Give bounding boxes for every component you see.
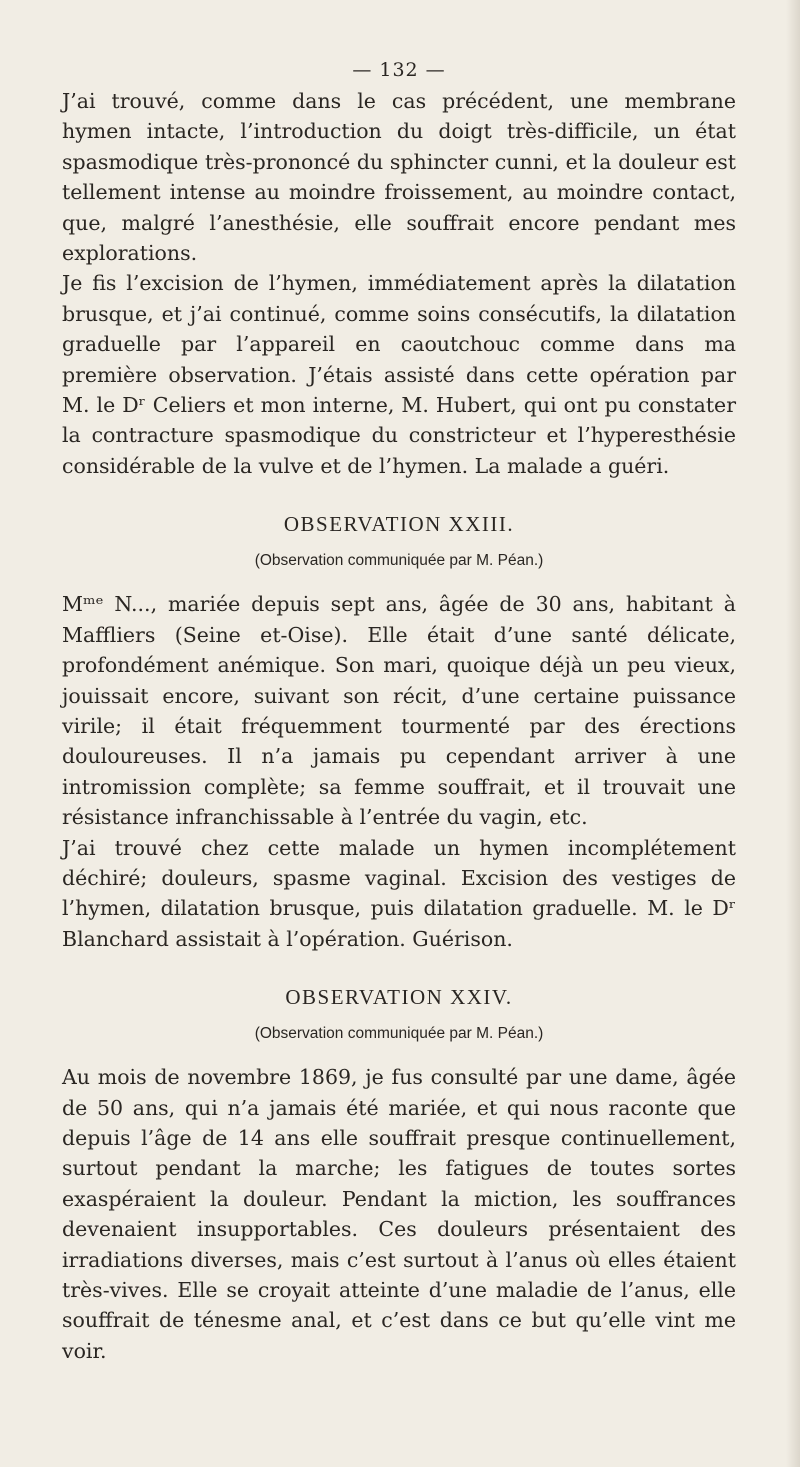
page-edge-shadow (786, 0, 800, 1467)
observation-24-source: (Observation communiquée par M. Péan.) (254, 1025, 544, 1043)
observation-24-paragraph-1: Au mois de novembre 1869, je fus consulté par une dame, âgée de 50 ans, qui n’a jamais été mariée, et qui nous raconte que depuis l’âge de 14 ans elle souffrait presque continuellement, surtout pendant la marche; les fatigues de toutes sortes exaspéraient la douleur. Pendant la miction, les souffrances devenaient insupportables. Ces douleurs présentaient des irradiations diverses, mais c’est surtout à l’anus où elles étaient très-vives. Elle se croyait atteinte d’une maladie de l’anus, elle souffrait de ténesme anal, et c’est dans ce but qu’elle vint me voir. (62, 1065, 736, 1363)
observation-23-source: (Observation communiquée par M. Péan.) (254, 552, 544, 570)
page-number: — 132 — (352, 59, 446, 81)
paragraph-intro-1: J’ai trouvé, comme dans le cas précédent, une membrane hymen intacte, l’introduction du doigt très-difficile, un état spasmodique très-prononcé du sphincter cunni, et la douleur est tellement intense au moindre froissement, au moindre contact, que, malgré l’anesthésie, elle souffrait encore pendant mes explorations. (62, 89, 736, 266)
paragraph-intro-2: Je fis l’excision de l’hymen, immédiatement après la dilatation brusque, et j’ai continué, comme soins consécutifs, la dilatation graduelle par l’appareil en caoutchouc comme dans ma première observation. J’étais assisté dans cette opération par M. le Dʳ Celiers et mon interne, M. Hubert, qui ont pu constater la contracture spasmodique du constricteur et l’hyperesthésie considérable de la vulve et de l’hymen. La malade a guéri. (62, 271, 736, 478)
observation-23-heading: OBSERVATION XXIII. (283, 512, 515, 537)
observation-23-paragraph-2: J’ai trouvé chez cette malade un hymen incomplétement déchiré; douleurs, spasme vaginal. Excision des vestiges de l’hymen, dilatation brusque, puis dilatation graduelle. M. le Dʳ Blanchard assistait à l’opération. Guérison. (62, 835, 736, 951)
book-page (62, 58, 736, 1366)
observation-23-paragraph-1: Mᵐᵉ N..., mariée depuis sept ans, âgée de 30 ans, habitant à Maffliers (Seine et-Oise). Elle était d’une santé délicate, profondément anémique. Son mari, quoique déjà un peu vieux, jouissait encore, suivant son récit, d’une certaine puissance virile; il était fréquemment tourmenté par des érections douloureuses. Il n’a jamais pu cependant arriver à une intromission complète; sa femme souffrait, et il trouvait une résistance infranchissable à l’entrée du vagin, etc. (62, 592, 736, 830)
observation-24-heading: OBSERVATION XXIV. (285, 985, 513, 1010)
